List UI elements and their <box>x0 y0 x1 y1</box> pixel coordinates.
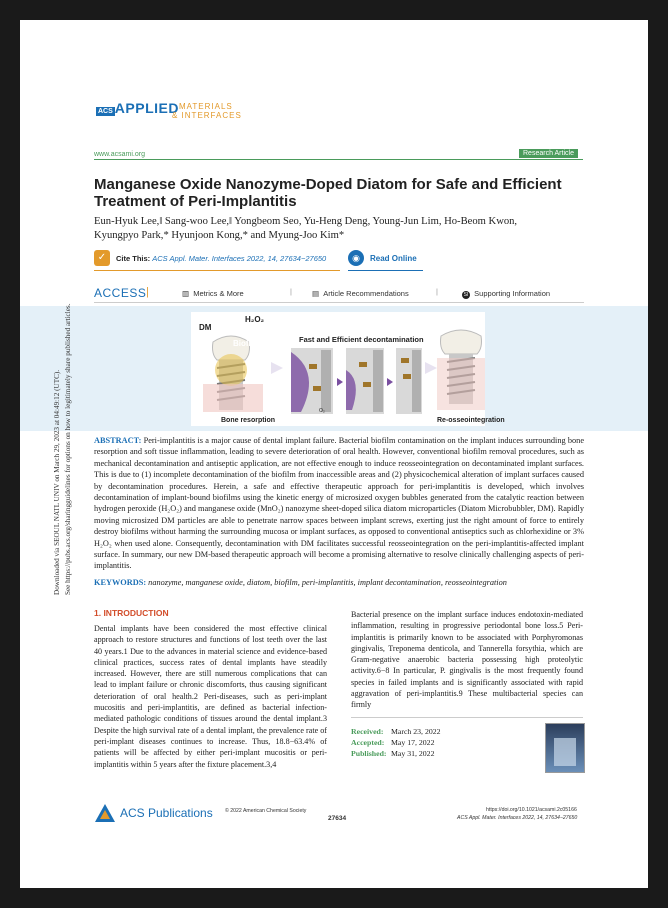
abstract-label: ABSTRACT: <box>94 436 142 445</box>
received-label: Received: <box>351 727 384 736</box>
accepted-label: Accepted: <box>351 738 385 747</box>
cite-this[interactable] <box>94 250 326 266</box>
intro-column-1: Dental implants have been considered the most effective clinical approach to restore structures and functions of lost teeth over the last 40 years.1 Due to the advances in material science and evidence-based clinical practices, success rates of dental implants have steadily increased. However, there are still numerous complications that can lead to implant failure or chronic discomforts, thus causing significant deterioration of oral health.2 Peri-diseases, such as peri-implant mucositis and peri-implantitis, are defined as bacterial infection-mediated pathologic conditions of tissues around the dental implant.3 Despite the high survival rate of a dental implant, the prevalence rate of peri-implant diseases continues to increase. Thus, 18.8−63.4% of patients will be affected by either peri-implant mucositis or peri-implantitis within 5 years after the fixture placement.3,4 <box>94 624 327 769</box>
dates-rule <box>351 717 583 718</box>
header-rule <box>94 159 583 160</box>
journal-logo <box>96 100 242 120</box>
journal-name: APPLIED <box>114 100 179 116</box>
received-date: March 23, 2022 <box>390 727 441 736</box>
access-bar <box>94 288 584 302</box>
intro-column-2: Bacterial presence on the implant surface induces endotoxin-mediated inflammation, resulting in progressive periodontal bone loss.5 Peri-implantitis is primarily known to be associated with Porphyromonas gingivalis, Treponema denticola, and Tannerella forsythia, which are Gram-negative anaerobic bacteria possessing high proteolytic activity.6−8 In particular, P. gingivalis is the most frequently found species in failed implants and is significantly associated with rapid aggravation of peri-implantitis.9 These multibacterial species can firmly <box>351 610 583 710</box>
authors-line-2: Kyungpyo Park,* Hyunjoon Kong,* and Myung-Joo Kim* <box>94 230 345 241</box>
toc-graphic <box>191 312 505 426</box>
metrics-link[interactable] <box>182 289 244 298</box>
published-row <box>351 748 441 759</box>
decontamination-panel-3 <box>396 348 422 414</box>
published-date: May 31, 2022 <box>390 749 435 758</box>
decontamination-panel-1 <box>291 348 333 414</box>
decontamination-panel-2 <box>346 348 384 414</box>
sharing-note <box>63 295 73 595</box>
footer-citation: ACS Appl. Mater. Interfaces 2022, 14, 27634−27650 <box>457 815 578 821</box>
metrics-label: Metrics & More <box>193 289 244 298</box>
keywords <box>94 577 584 588</box>
recommendations-label: Article Recommendations <box>323 289 409 298</box>
cite-underline <box>94 270 340 271</box>
access-label: ACCESS <box>94 286 147 300</box>
intro-heading: 1. INTRODUCTION <box>94 608 169 618</box>
cover-art <box>554 738 576 766</box>
paper-page <box>20 20 648 888</box>
acs-triangle-icon <box>94 802 116 824</box>
read-online-button[interactable] <box>348 250 417 266</box>
toc-fast-label: Fast and Efficient decontamination <box>299 335 424 344</box>
recommendations-link[interactable] <box>312 289 409 298</box>
acs-badge: ACS <box>98 108 113 115</box>
cite-icon: ✓ <box>94 250 110 266</box>
article-title: Manganese Oxide Nanozyme-Doped Diatom for Safe and Efficient Treatment of Peri-Implantitis <box>94 176 562 210</box>
toc-h2o2-label: H₂O₂ <box>245 315 265 324</box>
page-number: 27634 <box>328 815 347 822</box>
copyright: © 2022 American Chemical Society <box>225 808 307 814</box>
toc-biofilm-label: Biofilm <box>233 339 261 348</box>
download-note-line-2: See https://pubs.acs.org/sharingguidelines for options on how to legitimately share published articles. <box>64 303 72 595</box>
download-note <box>52 295 62 595</box>
toc-o2-label: O₂ <box>319 408 325 414</box>
supporting-info-link[interactable] <box>462 289 550 299</box>
cite-label: Cite This: <box>116 253 151 263</box>
article-type-badge: Research Article <box>519 149 578 158</box>
read-online-label: Read Online <box>370 253 417 263</box>
supporting-label: Supporting Information <box>474 289 551 298</box>
supporting-info-icon: SI <box>463 292 469 298</box>
journal-name-materials: MATERIALS <box>179 102 233 111</box>
authors-line-1: Eun-Hyuk Lee,‖ Sang-woo Lee,‖ Yongbeom Seo, Yu-Heng Deng, Young-Jun Lim, Ho-Beom Kwon, <box>94 216 518 227</box>
keywords-text: nanozyme, manganese oxide, diatom, biofilm, peri-implantitis, implant decontamination, reosseointegration <box>148 578 507 587</box>
access-rule <box>94 302 584 303</box>
access-divider: | <box>146 286 149 298</box>
toc-reosseo-label: Re-osseointegration <box>437 417 505 424</box>
accepted-date: May 17, 2022 <box>390 738 435 747</box>
accepted-row <box>351 737 441 748</box>
access-divider-3: | <box>436 287 438 296</box>
access-divider-2: | <box>290 287 292 296</box>
doi-link[interactable]: https://doi.org/10.1021/acsami.2c05166 <box>486 807 577 813</box>
journal-website[interactable]: www.acsami.org <box>94 151 145 158</box>
journal-cover-thumbnail[interactable] <box>545 723 585 773</box>
received-row <box>351 726 441 737</box>
toc-bone-resorption-label: Bone resorption <box>221 417 276 424</box>
abstract-text: Peri-implantitis is a major cause of dental implant failure. Bacterial biofilm contamination on the implant induces surrounding bone resorption and soft tissue inflammation, leading to severe deterioration of oral health. However, conventional biofilm removal procedures, such as mechanical decontamination and antiseptic application, are not effective enough to induce reosseointegration on decontaminated implant surfaces. This is due to (1) incomplete decontamination of the biofilm from inaccessible areas and (2) physicochemical alteration of implant surfaces caused by decontamination procedures. Herein, a safe and effective therapeutic approach for peri-implantitis is developed, which involves decontamination of implant-bound biofilms using the kinetic energy of microsized oxygen bubbles generated from the catalytic reaction between hydrogen peroxide (H₂O₂) and manganese oxide (MnO₂) nanozyme sheet-doped silica diatom microparticles (Diatom Microbubbler, DM). Rapidly moving microsized DM particles are able to penetrate narrow spaces between implant screws, exerting just the right amount of force to entirely destroy biofilms without harming the surrounding mucosa or implant surfaces, as opposed to conventional antiseptics such as chlorhexidine or 3% H₂O₂ when used alone. Consequently, decontamination with DM facilitates successful reosseointegration on the peri-implantitis-affected implant surface. In summary, our new DM-based therapeutic approach will become a promising alternative to resolve clinically challenging aspects of peri-implantitis. <box>94 436 584 571</box>
abstract <box>94 435 584 572</box>
keywords-label: KEYWORDS: <box>94 578 147 587</box>
author-list <box>94 215 594 243</box>
download-note-line-1: Downloaded via SEOUL NATL UNIV on March 29, 2023 at 04:49:12 (UTC). <box>53 369 61 595</box>
bar-chart-icon: ▥ <box>182 289 190 298</box>
article-list-icon: ▤ <box>312 289 320 298</box>
dates-box <box>351 726 441 759</box>
publisher-name: ACS Publications <box>120 806 213 820</box>
implant-healed-icon <box>437 330 485 410</box>
journal-name-interfaces: & INTERFACES <box>172 111 242 120</box>
read-online-underline <box>348 270 423 271</box>
published-label: Published: <box>351 749 387 758</box>
read-online-icon: ◉ <box>348 250 364 266</box>
toc-dm-label: DM <box>199 323 212 332</box>
cite-text: ACS Appl. Mater. Interfaces 2022, 14, 27634−27650 <box>152 253 327 263</box>
